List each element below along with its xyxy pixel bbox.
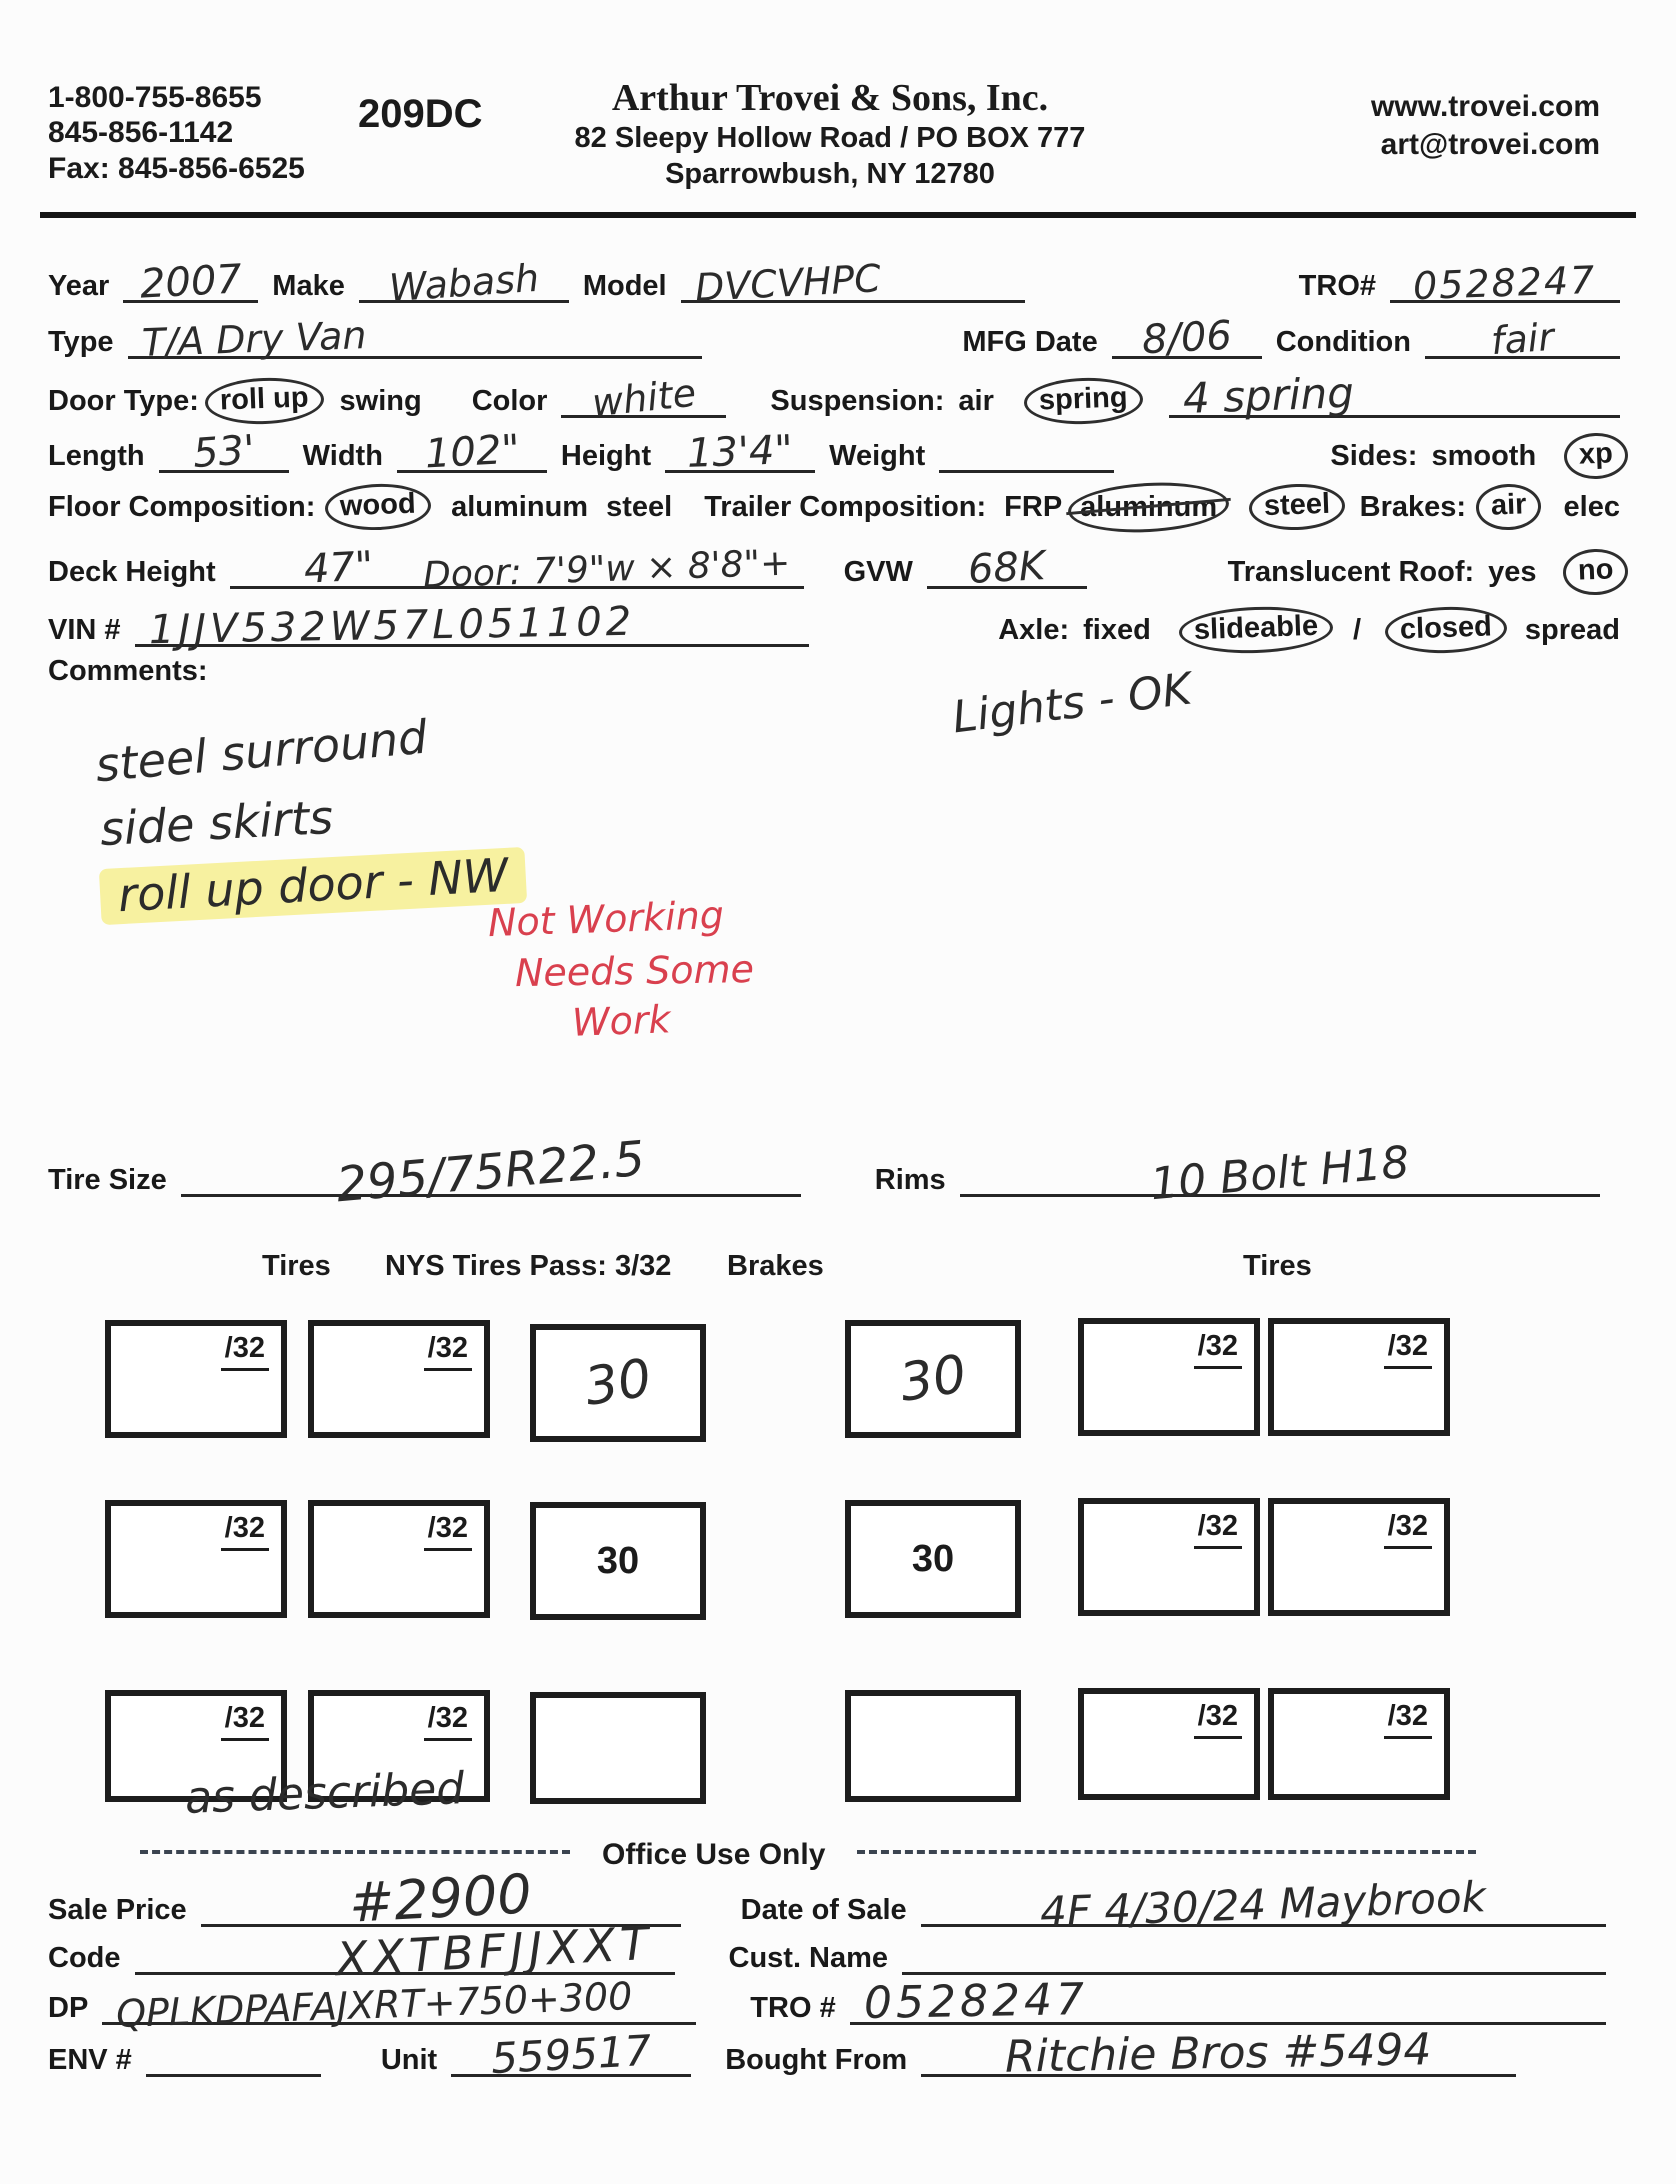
tro-label: TRO# bbox=[1298, 270, 1376, 302]
divider-dashes-right bbox=[857, 1850, 1476, 1854]
row-dp-tro bbox=[48, 1974, 1606, 2036]
row-type-mfg-condition bbox=[48, 312, 1620, 365]
cust-name-field bbox=[902, 1936, 1606, 1975]
type-field: T/A Dry Van bbox=[128, 320, 702, 359]
floor-composition-label: Floor Composition: bbox=[48, 491, 316, 523]
red-note-not-working: Not Working bbox=[487, 892, 725, 946]
bought-from-label: Bought From bbox=[725, 2044, 908, 2076]
condition-label: Condition bbox=[1275, 326, 1411, 358]
axle-option-slideable-circled: slideable bbox=[1178, 604, 1334, 655]
col-label-tires-left: Tires bbox=[262, 1250, 331, 1282]
tire-size-label: Tire Size bbox=[48, 1164, 167, 1196]
suspension-option-air: air bbox=[958, 385, 994, 417]
comment-rollup-door-highlighted: roll up door - NW bbox=[99, 847, 528, 925]
length-field: 53' bbox=[159, 432, 289, 473]
date-of-sale-field: 4F 4/30/24 Maybrook bbox=[921, 1884, 1606, 1927]
gvw-label: GVW bbox=[843, 556, 913, 588]
brakes-option-elec: elec bbox=[1563, 491, 1620, 523]
comment-side-skirts: side skirts bbox=[98, 789, 335, 857]
divider-dashes-left bbox=[140, 1850, 570, 1854]
code-field: XXTBFJJXXT bbox=[135, 1928, 675, 1975]
model-field: DVCVHPC bbox=[681, 264, 1025, 303]
deck-height-field: 47" Door: 7'9"w × 8'8"+ bbox=[230, 548, 804, 589]
axle-option-closed-circled: closed bbox=[1384, 605, 1507, 655]
company-block bbox=[500, 76, 1160, 193]
suspension-option-spring-circled: spring bbox=[1023, 376, 1143, 426]
header-divider bbox=[40, 212, 1636, 218]
tro-bottom-field: 0528247 bbox=[850, 1980, 1606, 2025]
floor-option-wood-circled: wood bbox=[325, 482, 432, 532]
vin-label: VIN # bbox=[48, 614, 121, 646]
tread-placeholder: /32 bbox=[221, 1332, 269, 1371]
header-phone-block bbox=[48, 80, 305, 186]
trailer-option-frp: FRP bbox=[1004, 491, 1063, 523]
mfg-date-label: MFG Date bbox=[962, 326, 1098, 358]
row-saleprice-dateofsale bbox=[48, 1862, 1606, 1937]
tire-box bbox=[105, 1320, 287, 1438]
tro-bottom-label: TRO # bbox=[750, 1992, 836, 2024]
deck-height-label: Deck Height bbox=[48, 556, 216, 588]
tire-box bbox=[1078, 1318, 1260, 1436]
floor-option-aluminum: aluminum bbox=[451, 491, 589, 523]
sides-label: Sides: bbox=[1330, 440, 1418, 472]
env-field bbox=[146, 2038, 321, 2077]
type-label: Type bbox=[48, 326, 114, 358]
cust-name-label: Cust. Name bbox=[728, 1942, 889, 1974]
dp-label: DP bbox=[48, 1992, 89, 2024]
rims-field: 10 Bolt H18 bbox=[960, 1152, 1600, 1197]
length-label: Length bbox=[48, 440, 145, 472]
roof-option-yes: yes bbox=[1488, 556, 1537, 588]
year-field: 2007 bbox=[123, 262, 258, 303]
mfg-date-field: 8/06 bbox=[1112, 318, 1262, 359]
phone-local: 845-856-1142 bbox=[48, 116, 234, 150]
tread-placeholder: /32 bbox=[1384, 1510, 1432, 1549]
door-type-option-rollup-circled: roll up bbox=[204, 376, 324, 426]
env-label: ENV # bbox=[48, 2044, 132, 2076]
company-address-line2: Sparrowbush, NY 12780 bbox=[665, 158, 995, 191]
tread-placeholder: /32 bbox=[1384, 1330, 1432, 1369]
dp-field: QPLKDPAFAJXRT+750+300 bbox=[102, 1986, 696, 2025]
unit-label: Unit bbox=[380, 2044, 438, 2076]
tire-size-field: 295/75R22.5 bbox=[181, 1148, 801, 1197]
model-label: Model bbox=[582, 270, 667, 302]
tro-field: 0528247 bbox=[1390, 264, 1620, 303]
brake-box-right: 30 bbox=[845, 1320, 1021, 1438]
sale-price-field: #2900 bbox=[201, 1872, 681, 1927]
translucent-roof-label: Translucent Roof: bbox=[1227, 556, 1475, 588]
fax-number: Fax: 845-856-6525 bbox=[48, 151, 305, 185]
make-field: Wabash bbox=[359, 264, 569, 303]
tire-box bbox=[1268, 1318, 1450, 1436]
make-label: Make bbox=[272, 270, 345, 302]
tread-placeholder: /32 bbox=[1194, 1510, 1242, 1549]
phone-tollfree: 1-800-755-8655 bbox=[48, 81, 262, 114]
code-label: Code bbox=[48, 1942, 121, 1974]
office-use-only-label: Office Use Only bbox=[602, 1838, 826, 1871]
width-label: Width bbox=[302, 440, 383, 472]
rims-label: Rims bbox=[874, 1164, 946, 1196]
row-deck-gvw-roof bbox=[48, 542, 1620, 597]
row-year-make-model bbox=[48, 255, 1620, 311]
tire-box bbox=[105, 1500, 287, 1618]
width-field: 102" bbox=[397, 432, 547, 473]
tire-box bbox=[308, 1500, 490, 1618]
tread-placeholder: /32 bbox=[1384, 1700, 1432, 1739]
height-label: Height bbox=[560, 440, 652, 472]
axle-option-fixed: fixed bbox=[1083, 614, 1151, 646]
row-tiresize-rims bbox=[48, 1130, 1600, 1214]
weight-label: Weight bbox=[829, 440, 926, 472]
height-field: 13'4" bbox=[665, 432, 815, 473]
suspension-label: Suspension: bbox=[770, 385, 945, 417]
brake-box-left: 30 bbox=[530, 1324, 706, 1442]
tire-box bbox=[308, 1320, 490, 1438]
red-note-work: Work bbox=[571, 997, 672, 1045]
axle-label: Axle: bbox=[998, 614, 1070, 646]
suspension-field: 4 spring bbox=[1169, 375, 1620, 418]
brakes-option-air-circled: air bbox=[1475, 483, 1542, 531]
brake-box-right: 30 bbox=[845, 1500, 1021, 1618]
row-door-color-suspension bbox=[48, 368, 1620, 426]
bought-from-field: Ritchie Bros #5494 bbox=[921, 2032, 1516, 2077]
tire-box bbox=[1268, 1498, 1450, 1616]
trailer-option-steel-circled: steel bbox=[1248, 482, 1346, 531]
brake-box-left bbox=[530, 1692, 706, 1804]
trailer-option-aluminum-struck: aluminum bbox=[1080, 491, 1218, 523]
brakes-label: Brakes: bbox=[1359, 491, 1467, 523]
axle-separator: / bbox=[1352, 614, 1362, 646]
website: www.trovei.com bbox=[1371, 90, 1600, 123]
color-label: Color bbox=[471, 385, 548, 417]
company-address-line1: 82 Sleepy Hollow Road / PO BOX 777 bbox=[574, 122, 1086, 154]
tread-placeholder: /32 bbox=[1194, 1330, 1242, 1369]
door-type-label: Door Type: bbox=[48, 385, 199, 417]
col-label-brakes: Brakes bbox=[727, 1250, 824, 1282]
as-described-note: as described bbox=[184, 1763, 466, 1824]
gvw-field: 68K bbox=[927, 548, 1087, 589]
red-note-needs-some: Needs Some bbox=[514, 946, 755, 996]
comments-label: Comments: bbox=[48, 655, 208, 687]
col-label-nys-pass: NYS Tires Pass: 3/32 bbox=[385, 1250, 672, 1282]
axle-option-spread: spread bbox=[1524, 614, 1620, 646]
tread-placeholder: /32 bbox=[424, 1332, 472, 1371]
header-contact-block bbox=[1371, 88, 1600, 163]
row-env-unit-boughtfrom bbox=[48, 2024, 1516, 2084]
tire-box bbox=[1078, 1498, 1260, 1616]
roof-option-no-circled: no bbox=[1562, 548, 1629, 596]
tread-placeholder: /32 bbox=[424, 1702, 472, 1741]
row-code-custname bbox=[48, 1915, 1606, 1987]
sale-price-label: Sale Price bbox=[48, 1894, 187, 1926]
tire-box bbox=[1078, 1688, 1260, 1800]
unit-field: 559517 bbox=[451, 2034, 691, 2077]
floor-option-steel: steel bbox=[606, 491, 673, 523]
door-dimensions-note: Door: 7'9"w × 8'8"+ bbox=[422, 542, 791, 597]
door-type-option-swing: swing bbox=[339, 385, 422, 417]
stock-code: 209DC bbox=[358, 92, 483, 136]
comment-lights-ok: Lights - OK bbox=[949, 663, 1195, 744]
brake-box-left: 30 bbox=[530, 1502, 706, 1620]
color-field: white bbox=[561, 379, 726, 418]
trailer-composition-label: Trailer Composition: bbox=[704, 491, 987, 523]
tread-placeholder: /32 bbox=[221, 1702, 269, 1741]
company-name: Arthur Trovei & Sons, Inc. bbox=[611, 77, 1049, 119]
office-use-divider bbox=[140, 1838, 1476, 1872]
row-vin-axle bbox=[48, 598, 1620, 654]
tread-placeholder: /32 bbox=[424, 1512, 472, 1551]
row-dimensions bbox=[48, 426, 1620, 478]
col-label-tires-right: Tires bbox=[1243, 1250, 1312, 1282]
sides-option-xp-circled: xp bbox=[1563, 432, 1628, 480]
email: art@trovei.com bbox=[1380, 127, 1600, 161]
condition-field: fair bbox=[1425, 320, 1620, 359]
tread-placeholder: /32 bbox=[221, 1512, 269, 1551]
weight-field bbox=[939, 434, 1114, 473]
date-of-sale-label: Date of Sale bbox=[740, 1894, 907, 1926]
sides-option-smooth: smooth bbox=[1431, 440, 1537, 472]
vin-field: 1JJV532W57L051102 bbox=[135, 606, 809, 647]
year-label: Year bbox=[48, 270, 110, 302]
brake-box-right bbox=[845, 1690, 1021, 1802]
row-composition-brakes bbox=[48, 487, 1620, 524]
tire-box bbox=[1268, 1688, 1450, 1800]
tread-placeholder: /32 bbox=[1194, 1700, 1242, 1739]
comment-steel-surround: steel surround bbox=[93, 709, 430, 793]
